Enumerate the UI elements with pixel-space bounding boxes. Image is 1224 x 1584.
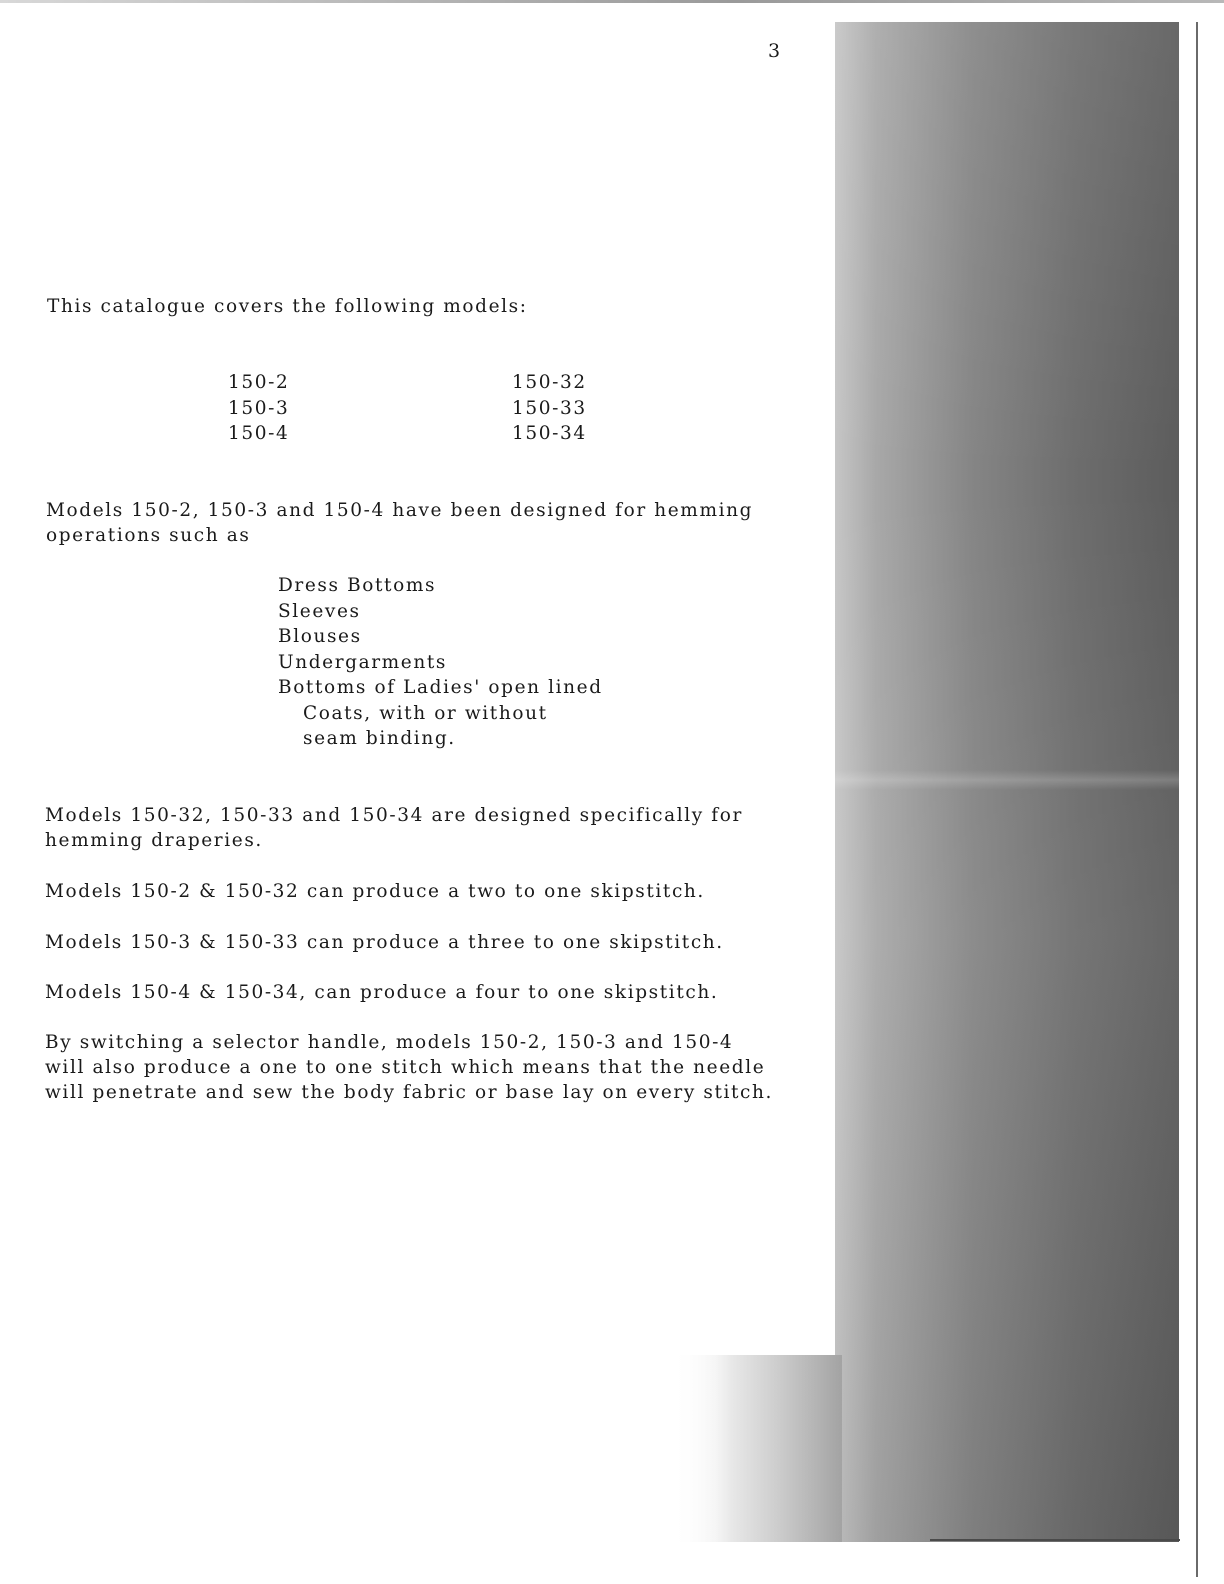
model-item: 150-4 [228,423,290,444]
model-item: 150-34 [512,423,587,444]
paragraph-line: Models 150-32, 150-33 and 150-34 are designed specifically for [45,805,743,826]
paragraph-line: operations such as [46,525,251,546]
panel-bottom-line [930,1539,1180,1541]
model-item: 150-2 [228,372,290,393]
operations-list [278,573,603,752]
intro-text: This catalogue covers the following models: [47,296,528,317]
draperies-paragraph [45,803,743,853]
operation-item: Blouses [278,626,362,647]
models-list-left [228,370,289,447]
hemming-paragraph [46,498,753,548]
paragraph-line: Models 150-2, 150-3 and 150-4 have been designed for hemming [46,500,754,521]
selector-handle-paragraph [45,1030,773,1105]
paragraph-line: hemming draperies. [45,830,263,851]
operation-item: Undergarments [278,651,447,673]
panel-seam [835,770,1179,790]
three-to-one-paragraph: Models 150-3 & 150-33 can produce a three to one skipstitch. [45,932,724,953]
paragraph-line: will also produce a one to one stitch which means that the needle [45,1057,766,1078]
two-to-one-paragraph: Models 150-2 & 150-32 can produce a two to one skipstitch. [45,881,705,902]
panel-edge-line [1196,22,1198,1577]
model-item: 150-32 [512,372,587,393]
operation-item: Bottoms of Ladies' open lined [278,677,603,698]
models-list-right [512,370,587,447]
operation-item: Sleeves [278,600,361,622]
operation-item-continued: seam binding. [303,728,456,749]
four-to-one-paragraph: Models 150-4 & 150-34, can produce a four to one skipstitch. [45,982,719,1003]
operation-item-continued: Coats, with or without [303,702,548,724]
page-number: 3 [768,40,781,62]
operation-item: Dress Bottoms [278,575,437,596]
model-item: 150-33 [512,397,587,419]
panel-base-shadow [672,1355,842,1542]
top-edge-rule [0,0,1224,3]
paragraph-line: By switching a selector handle, models 150-2, 150-3 and 150-4 [45,1032,734,1053]
model-item: 150-3 [228,397,290,419]
paragraph-line: will penetrate and sew the body fabric or base lay on every stitch. [45,1082,773,1103]
